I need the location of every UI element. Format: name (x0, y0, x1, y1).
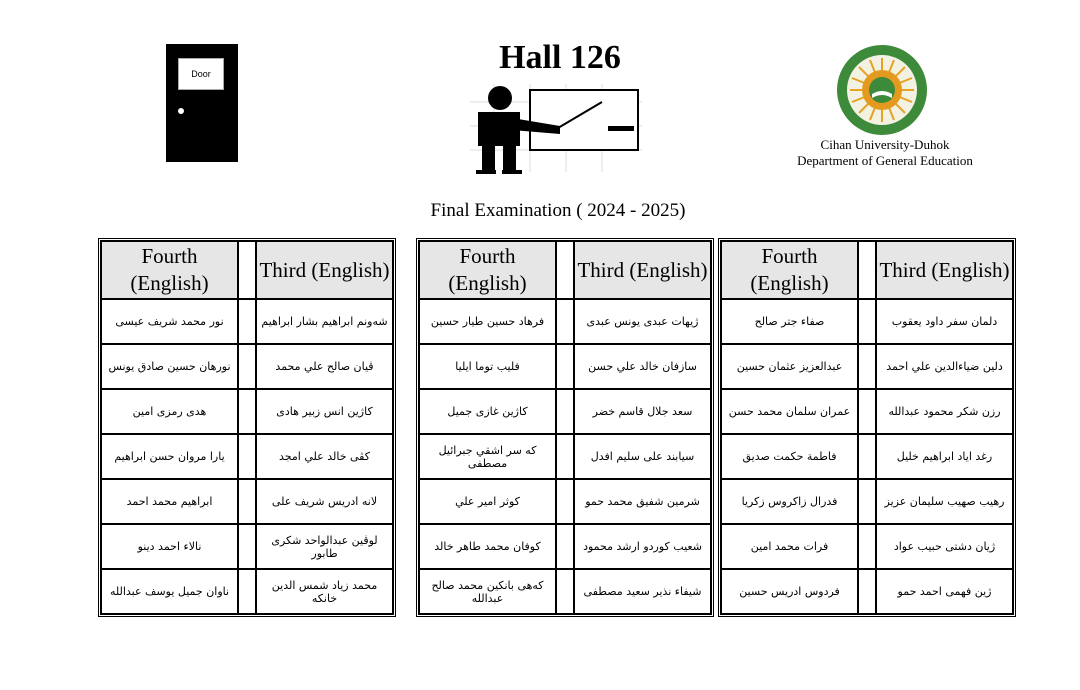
department-name: Department of General Education (797, 153, 973, 168)
spacer-cell (556, 344, 574, 389)
header-fourth: Fourth (English) (101, 241, 238, 299)
exam-title: Final Examination ( 2024 - 2025) (430, 200, 686, 221)
student-fourth: عمران سلمان محمد حسن (721, 389, 858, 434)
spacer-cell (858, 569, 876, 614)
student-third: شعيب كوردو ارشد محمود (574, 524, 711, 569)
student-fourth: كوفان محمد طاهر خالد (419, 524, 556, 569)
spacer-cell (556, 479, 574, 524)
spacer-cell (858, 479, 876, 524)
student-third: سعد جلال قاسم خضر (574, 389, 711, 434)
student-fourth: نورهان حسين صادق يونس (101, 344, 238, 389)
header-fourth: Fourth (English) (419, 241, 556, 299)
student-fourth: صفاء جتر صالح (721, 299, 858, 344)
student-third: ژيان دشتى حبيب عواد (876, 524, 1013, 569)
spacer-cell (858, 389, 876, 434)
student-fourth: نور محمد شريف عيسى (101, 299, 238, 344)
header-spacer (556, 241, 574, 299)
student-fourth: فاطمة حكمت صديق (721, 434, 858, 479)
seating-table-left (98, 238, 396, 617)
student-fourth: عبدالعزيز عثمان حسين (721, 344, 858, 389)
header-third: Third (English) (876, 241, 1013, 299)
cihan-university-logo (828, 44, 936, 136)
student-fourth: فردوس ادريس حسين (721, 569, 858, 614)
student-third: لانه ادريس شريف على (256, 479, 393, 524)
student-fourth: كەهى بانكين محمد صالح عبدالله (419, 569, 556, 614)
spacer-cell (238, 434, 256, 479)
student-third: كڤى خالد علي امجد (256, 434, 393, 479)
spacer-cell (556, 524, 574, 569)
student-third: ڤيان صالح علي محمد (256, 344, 393, 389)
teacher-board-icon (470, 82, 642, 174)
spacer-cell (238, 479, 256, 524)
door-plate: Door (178, 58, 224, 90)
student-fourth: كاژين غازى جميل (419, 389, 556, 434)
door-knob (178, 108, 184, 114)
student-third: رزن شكر محمود عبدالله (876, 389, 1013, 434)
student-fourth: فليب توما ايليا (419, 344, 556, 389)
student-fourth: يارا مروان حسن ابراهيم (101, 434, 238, 479)
student-third: رهيب صهيب سليمان عزيز (876, 479, 1013, 524)
student-third: شرمين شفيق محمد حمو (574, 479, 711, 524)
spacer-cell (858, 344, 876, 389)
spacer-cell (238, 299, 256, 344)
student-third: ژين فهمى احمد حمو (876, 569, 1013, 614)
seating-table-right (718, 238, 1016, 617)
student-fourth: ابراهيم محمد احمد (101, 479, 238, 524)
student-third: رغد اياد ابراهيم خليل (876, 434, 1013, 479)
student-third: سيابند على سليم افدل (574, 434, 711, 479)
student-fourth: ناوان جميل يوسف عبدالله (101, 569, 238, 614)
student-third: سازفان خالد علي حسن (574, 344, 711, 389)
header-spacer (858, 241, 876, 299)
seating-table-middle (416, 238, 714, 617)
university-name: Cihan University-Duhok (820, 137, 950, 152)
hall-title: Hall 126 (499, 39, 621, 76)
header-third: Third (English) (574, 241, 711, 299)
student-fourth: فرهاد حسين طيار حسين (419, 299, 556, 344)
header-third: Third (English) (256, 241, 393, 299)
spacer-cell (858, 299, 876, 344)
spacer-cell (556, 569, 574, 614)
student-third: ژيهات عبدى يونس عبدى (574, 299, 711, 344)
student-third: دلمان سفر داود يعقوب (876, 299, 1013, 344)
spacer-cell (858, 524, 876, 569)
spacer-cell (238, 569, 256, 614)
spacer-cell (238, 524, 256, 569)
university-caption (760, 137, 1010, 169)
spacer-cell (238, 344, 256, 389)
student-third: شەونم ابراهيم بشار ابراهيم (256, 299, 393, 344)
door-graphic (166, 44, 238, 162)
spacer-cell (556, 389, 574, 434)
spacer-cell (858, 434, 876, 479)
student-third: شيفاء نذير سعيد مصطفى (574, 569, 711, 614)
spacer-cell (556, 299, 574, 344)
student-fourth: فرات محمد امين (721, 524, 858, 569)
student-third: لوڤين عبدالواحد شكرى طابور (256, 524, 393, 569)
student-fourth: فدرال زاكروس زكريا (721, 479, 858, 524)
spacer-cell (556, 434, 574, 479)
student-third: دلين ضياءالدين علي احمد (876, 344, 1013, 389)
header-spacer (238, 241, 256, 299)
student-third: كاژين انس زبير هادى (256, 389, 393, 434)
spacer-cell (238, 389, 256, 434)
header-fourth: Fourth (English) (721, 241, 858, 299)
student-fourth: كوثر امير علي (419, 479, 556, 524)
student-fourth: نالاء احمد دينو (101, 524, 238, 569)
student-fourth: كه سر اشقي جبرائيل مصطفى (419, 434, 556, 479)
student-fourth: هدى رمزى امين (101, 389, 238, 434)
student-third: محمد زياد شمس الدين خانكه (256, 569, 393, 614)
